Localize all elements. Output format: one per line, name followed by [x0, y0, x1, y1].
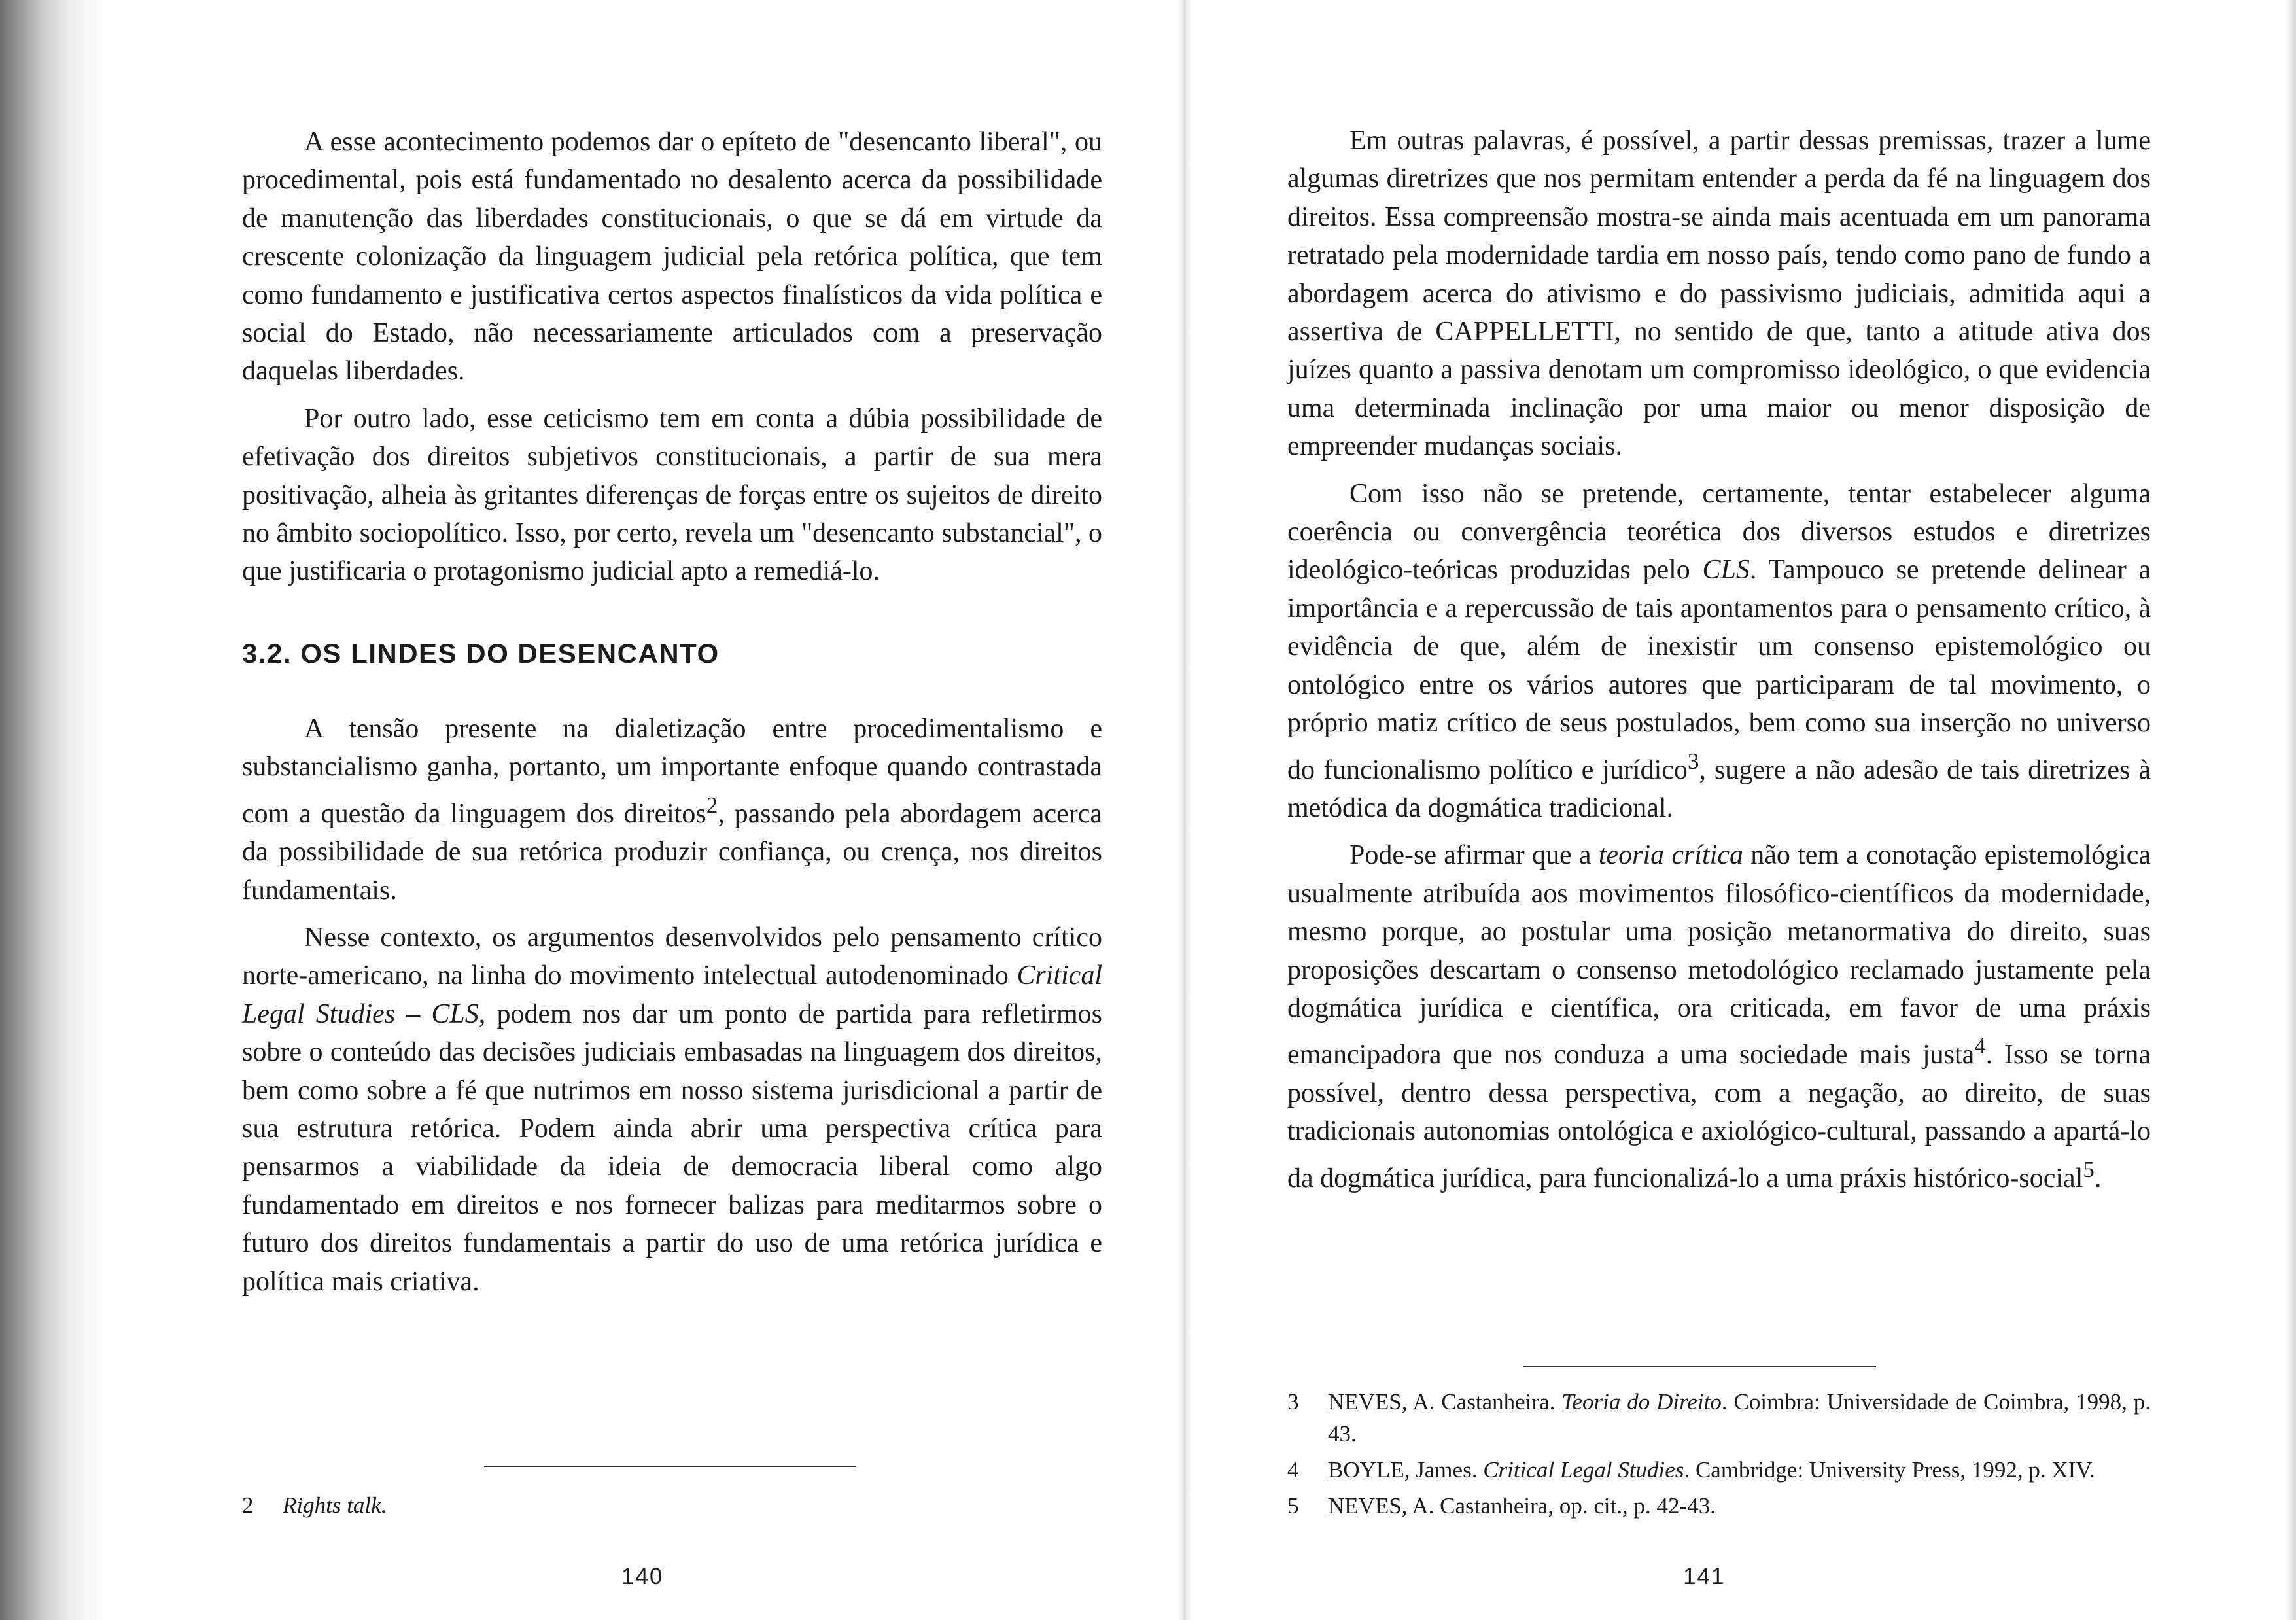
paragraph — [242, 919, 1102, 1301]
footnote-ref: 3 — [1687, 748, 1699, 774]
right-page-body — [1287, 122, 2151, 1206]
italic-text: Teoria do Direito — [1561, 1389, 1722, 1415]
footnote — [1287, 1454, 2151, 1486]
paragraph — [1287, 836, 2151, 1197]
italic-text: Critical Legal Studies – CLS — [242, 960, 1102, 1029]
text-run: , sugere a não adesão de tais diretrizes à metódica da dogmática tradicional. — [1287, 754, 2151, 823]
footnote-ref: 4 — [1974, 1033, 1986, 1059]
text-run: . Tampouco se pretende delinear a importância e a repercussão de tais apontamentos para o pensamento crítico, à evidência de que, além de inexistir um consenso epistemológico ou ontológico entre os vários autores que participaram de tal movimento, o próprio matiz crítico de seus postulados, bem como sua inserção no universo do funcionalismo político e jurídico — [1287, 555, 2151, 785]
footnote-number: 5 — [1287, 1493, 1299, 1519]
text-run: Com isso não se pretende, certamente, tentar estabelecer alguma coerência ou convergência teorética dos diversos estudos e diretrizes ideológico-teóricas produzidas pelo — [1287, 478, 2151, 586]
text-run: NEVES, A. Castanheira, op. cit., p. 42-43. — [1328, 1493, 1716, 1519]
footnote-text — [283, 1489, 1102, 1521]
text-run: Em outras palavras, é possível, a partir dessas premissas, trazer a lume algumas diretrizes que nos permitam entender a perda da fé na linguagem dos direitos. Essa compreensão mostra-se ainda mais acentuada em um panorama retratado pela modernidade tardia em nosso país, tendo como pano de fundo a abordagem acerca do ativismo e do passivismo judiciais, admitida aqui a assertiva de CAPPELLETTI, no sentido de que, tanto a atitude ativa dos juízes quanto a passiva denotam um compromisso ideológico, o que evidencia uma determinada inclinação por uma maior ou menor disposição de empreender mudanças sociais. — [1287, 126, 2151, 462]
text-run: NEVES, A. Castanheira. — [1328, 1389, 1562, 1415]
left-page — [242, 0, 1102, 1620]
book-spine-shadow — [0, 0, 105, 1620]
footnote-ref: 5 — [2083, 1156, 2095, 1182]
paragraph — [242, 710, 1102, 909]
italic-text: teoria crítica — [1598, 840, 1744, 871]
paragraph — [242, 400, 1102, 591]
text-run: . — [2094, 1163, 2102, 1193]
italic-text: CLS — [1702, 555, 1750, 586]
footnote-separator — [484, 1466, 856, 1467]
footnote — [1287, 1490, 2151, 1522]
text-run: , podem nos dar um ponto de partida para refletirmos sobre o conteúdo das decisões judiciais embasadas na linguagem dos direitos, bem como sobre a fé que nutrimos em nosso sistema jurisdicional a partir de sua estrutura retórica. Podem ainda abrir uma perspectiva crítica para pensarmos a viabilidade da ideia de democracia liberal como algo fundamentado em direitos e nos fornecer balizas para meditarmos sobre o futuro dos direitos fundamentais a partir do uso de uma retórica jurídica e política mais criativa. — [242, 998, 1102, 1297]
footnote-text — [1328, 1490, 2151, 1522]
footnote — [242, 1489, 1102, 1521]
text-run: . Coimbra: Universidade de Coimbra, 1998, p. 43. — [1328, 1389, 2151, 1447]
footnotes — [1287, 1386, 2151, 1526]
italic-text: Critical Legal Studies — [1483, 1457, 1684, 1483]
footnote-text — [1328, 1386, 2151, 1450]
footnote-number: 2 — [242, 1492, 254, 1518]
text-run: Por outro lado, esse ceticismo tem em conta a dúbia possibilidade de efetivação dos direitos subjetivos constitucionais, a partir de sua mera positivação, alheia às gritantes diferenças de forças entre os sujeitos de direito no âmbito sociopolítico. Isso, por certo, revela um "desencanto substancial", o que justificaria o protagonismo judicial apto a remediá-lo. — [242, 403, 1102, 587]
footnote-ref: 2 — [706, 792, 718, 818]
page-number: 140 — [621, 1564, 664, 1589]
right-edge-shadow — [2286, 0, 2296, 1620]
paragraph — [242, 123, 1102, 391]
page-gutter — [1177, 0, 1192, 1620]
paragraph — [1287, 475, 2151, 828]
footnote-number: 3 — [1287, 1389, 1299, 1415]
footnote-text — [1328, 1454, 2151, 1486]
text-run: A esse acontecimento podemos dar o epíteto de "desencanto liberal", ou procedimental, pois está fundamentado no desalento acerca da possibilidade de manutenção das liberdades constitucionais, o que se dá em virtude da crescente colonização da linguagem judicial pela retórica política, que tem como fundamento e justificativa certos aspectos finalísticos da vida política e social do Estado, não necessariamente articulados com a preservação daquelas liberdades. — [242, 127, 1102, 387]
footnote-separator — [1523, 1366, 1876, 1367]
footnotes — [242, 1489, 1102, 1525]
section-heading: 3.2. OS LINDES DO DESENCANTO — [242, 637, 720, 669]
paragraph — [1287, 122, 2151, 466]
page-number: 141 — [1683, 1564, 1726, 1589]
text-run: Pode-se afirmar que a — [1349, 840, 1599, 871]
text-run: . Cambridge: University Press, 1992, p. XIV. — [1684, 1457, 2095, 1483]
text-run: . Isso se torna possível, dentro dessa perspectiva, com a negação, ao direito, de suas tradicionais autonomias ontológica e axiológico-cultural, passando a apartá-lo da dogmática jurídica, para funcionalizá-lo a uma práxis histórico-social — [1287, 1040, 2151, 1193]
text-run: BOYLE, James. — [1328, 1457, 1484, 1483]
footnote-number: 4 — [1287, 1457, 1299, 1483]
text-run: não tem a conotação epistemológica usualmente atribuída aos movimentos filosófico-científicos da modernidade, mesmo porque, ao postular uma posição metanormativa do direito, suas proposições descartam o consenso metodológico reclamado justamente pela dogmática jurídica e científica, ora criticada, em favor de uma práxis emancipadora que nos conduza a uma sociedade mais justa — [1287, 840, 2151, 1070]
footnote — [1287, 1386, 2151, 1450]
italic-text: Rights talk. — [283, 1492, 387, 1518]
text-run: , passando pela abordagem acerca da possibilidade de sua retórica produzir confiança, ou crença, nos direitos fundamentais. — [242, 798, 1102, 906]
left-page-body — [242, 123, 1102, 1310]
right-page — [1287, 0, 2151, 1620]
text-run: Nesse contexto, os argumentos desenvolvidos pelo pensamento crítico norte-americano, na linha do movimento intelectual autodenominado — [242, 922, 1102, 991]
text-run: A tensão presente na dialetização entre procedimentalismo e substancialismo ganha, portanto, um importante enfoque quando contrastada com a questão da linguagem dos direitos — [242, 713, 1102, 829]
